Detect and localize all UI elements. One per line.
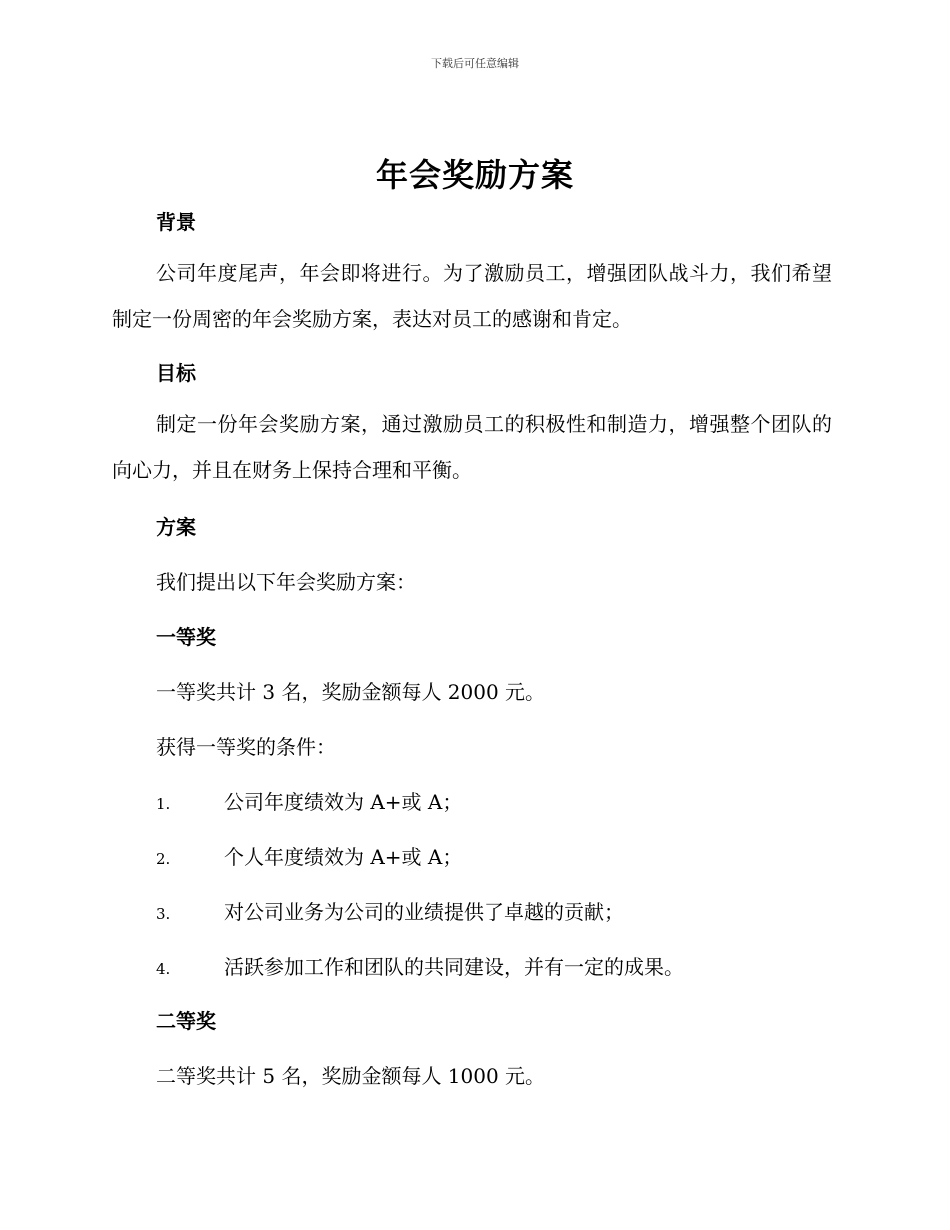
page-header: 下载后可任意编辑 bbox=[431, 57, 519, 70]
paragraph-goal: 制定一份年会奖励方案，通过激励员工的积极性和制造力，增强整个团队的向心力，并且在财务上保持合理和平衡。 bbox=[112, 412, 832, 482]
first-prize-conditions-intro bbox=[112, 731, 832, 760]
section-background-body bbox=[112, 250, 832, 342]
list-item-number: 2. bbox=[156, 850, 171, 868]
list-item-text: 公司年度绩效为 A+或 A； bbox=[224, 790, 463, 814]
conditions-intro-text: 获得一等奖的条件： bbox=[156, 735, 336, 759]
list-item bbox=[112, 786, 832, 815]
section-heading-background bbox=[112, 206, 832, 235]
heading-second-prize: 二等奖 bbox=[156, 1009, 216, 1033]
list-item bbox=[112, 841, 832, 870]
document-title: 年会奖励方案 bbox=[375, 156, 574, 194]
list-item-number: 1. bbox=[156, 795, 171, 813]
list-item bbox=[112, 896, 832, 925]
list-item-number: 4. bbox=[156, 960, 171, 978]
section-heading-second-prize bbox=[112, 1005, 832, 1034]
second-prize-summary-text: 二等奖共计 5 名，奖励金额每人 1000 元。 bbox=[156, 1064, 546, 1088]
paragraph-background: 公司年度尾声，年会即将进行。为了激励员工，增强团队战斗力，我们希望制定一份周密的年会奖励方案，表达对员工的感谢和肯定。 bbox=[112, 261, 832, 331]
list-item-text: 对公司业务为公司的业绩提供了卓越的贡献； bbox=[224, 900, 624, 924]
list-item-text: 活跃参加工作和团队的共同建设，并有一定的成果。 bbox=[224, 955, 684, 979]
heading-goal: 目标 bbox=[156, 361, 196, 385]
heading-plan: 方案 bbox=[156, 515, 196, 539]
plan-intro bbox=[112, 566, 832, 595]
second-prize-summary bbox=[112, 1060, 832, 1089]
heading-first-prize: 一等奖 bbox=[156, 625, 216, 649]
plan-intro-text: 我们提出以下年会奖励方案： bbox=[156, 570, 416, 594]
section-heading-plan bbox=[112, 511, 832, 540]
list-item bbox=[112, 951, 832, 980]
section-heading-first-prize bbox=[112, 621, 832, 650]
section-heading-goal bbox=[112, 357, 832, 386]
heading-background: 背景 bbox=[156, 210, 196, 234]
first-prize-summary bbox=[112, 676, 832, 705]
section-goal-body bbox=[112, 401, 832, 493]
list-item-text: 个人年度绩效为 A+或 A； bbox=[224, 845, 463, 869]
list-item-number: 3. bbox=[156, 905, 171, 923]
first-prize-summary-text: 一等奖共计 3 名，奖励金额每人 2000 元。 bbox=[156, 680, 546, 704]
